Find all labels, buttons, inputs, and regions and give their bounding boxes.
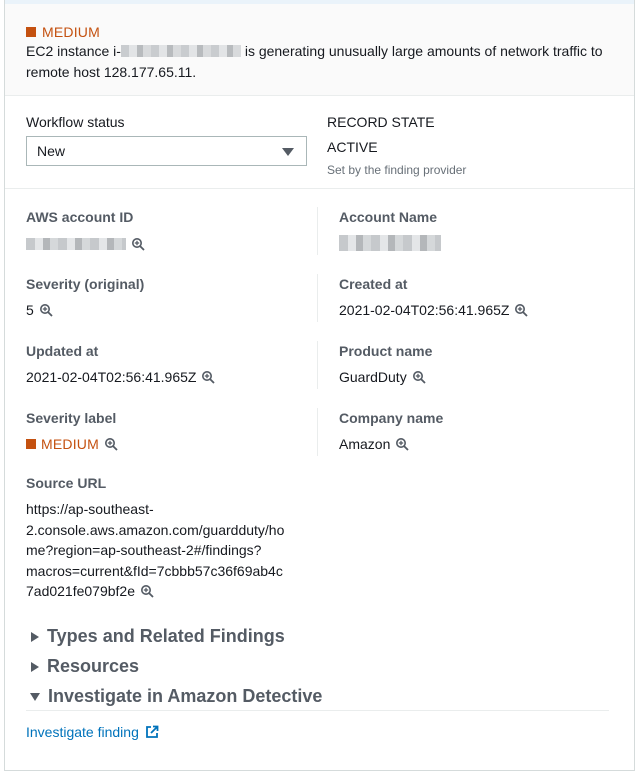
zoom-in-icon[interactable] xyxy=(412,370,426,384)
investigate-finding-label: Investigate finding xyxy=(26,724,139,740)
column-divider xyxy=(317,408,318,456)
redacted-instance-id xyxy=(121,45,241,57)
investigate-finding-link[interactable] xyxy=(26,724,159,740)
account-name-label: Account Name xyxy=(339,209,438,225)
severity-original-value: 5 xyxy=(26,302,34,318)
zoom-in-icon[interactable] xyxy=(514,303,528,317)
column-divider xyxy=(317,274,318,322)
severity-label-label: Severity label xyxy=(26,410,117,426)
column-divider xyxy=(317,207,318,255)
product-name-field xyxy=(339,343,432,385)
redacted-account-name xyxy=(339,235,441,251)
finding-details-panel xyxy=(4,0,635,771)
zoom-in-icon[interactable] xyxy=(201,370,215,384)
workflow-section xyxy=(5,97,634,189)
updated-at-field xyxy=(26,343,215,385)
workflow-status-select[interactable] xyxy=(26,136,307,166)
aws-account-id-field xyxy=(26,209,145,251)
resources-expander[interactable] xyxy=(31,656,139,677)
company-name-label: Company name xyxy=(339,410,444,426)
product-name-label: Product name xyxy=(339,343,433,359)
column-divider xyxy=(317,341,318,389)
severity-indicator xyxy=(26,24,100,40)
created-at-label: Created at xyxy=(339,276,408,292)
record-state-label: RECORD STATE xyxy=(327,114,435,130)
created-at-value: 2021-02-04T02:56:41.965Z xyxy=(339,302,510,318)
company-name-field xyxy=(339,410,443,452)
zoom-in-icon[interactable] xyxy=(395,437,409,451)
account-name-field xyxy=(339,209,441,251)
severity-text: MEDIUM xyxy=(42,24,100,40)
finding-description xyxy=(26,41,626,83)
created-at-field xyxy=(339,276,528,318)
description-prefix: EC2 instance i- xyxy=(26,43,121,59)
investigate-in-detective-expander[interactable] xyxy=(30,686,322,707)
external-link-icon xyxy=(145,725,159,739)
resources-section-title: Resources xyxy=(47,656,140,676)
zoom-in-icon[interactable] xyxy=(140,584,154,598)
redacted-account-id xyxy=(26,238,126,250)
source-url-line: me?region=ap-southeast-2#/findings? xyxy=(26,542,262,558)
triangle-down-icon xyxy=(30,693,40,701)
caret-down-icon xyxy=(282,148,294,156)
source-url-value xyxy=(26,499,306,602)
zoom-in-icon[interactable] xyxy=(39,303,53,317)
source-url-line: macros=current&fId=7cbbb57c36f69ab4c xyxy=(26,562,283,579)
source-url-field xyxy=(26,475,306,602)
workflow-status-value: New xyxy=(37,143,66,159)
company-name-value: Amazon xyxy=(339,436,391,452)
finding-header xyxy=(5,4,634,96)
severity-label-value: MEDIUM xyxy=(41,436,99,452)
severity-label-field xyxy=(26,410,118,452)
zoom-in-icon[interactable] xyxy=(104,437,118,451)
record-state-value: ACTIVE xyxy=(327,139,378,155)
zoom-in-icon[interactable] xyxy=(131,237,145,251)
section-divider xyxy=(26,710,609,711)
product-name-value: GuardDuty xyxy=(339,369,407,385)
description-suffix: is generating unusually large amounts of network traffic to remote host 128.177.65.11. xyxy=(26,43,603,80)
updated-at-label: Updated at xyxy=(26,343,99,359)
severity-square-icon xyxy=(26,27,36,37)
types-section-title: Types and Related Findings xyxy=(47,626,285,646)
triangle-right-icon xyxy=(31,662,39,672)
aws-account-id-label: AWS account ID xyxy=(26,209,134,225)
detective-section-title: Investigate in Amazon Detective xyxy=(48,686,323,706)
updated-at-value: 2021-02-04T02:56:41.965Z xyxy=(26,369,197,385)
severity-original-field xyxy=(26,276,144,318)
severity-square-icon xyxy=(26,439,36,449)
source-url-line: 7ad021fe079bf2e xyxy=(26,583,135,599)
source-url-label: Source URL xyxy=(26,475,107,491)
severity-original-label: Severity (original) xyxy=(26,276,145,292)
types-and-related-findings-expander[interactable] xyxy=(31,626,285,647)
workflow-status-label: Workflow status xyxy=(26,114,125,130)
source-url-line: 2.console.aws.amazon.com/guardduty/ho xyxy=(26,521,285,538)
triangle-right-icon xyxy=(31,632,39,642)
source-url-line: https://ap-southeast- xyxy=(26,501,154,517)
record-state-note: Set by the finding provider xyxy=(327,163,467,177)
